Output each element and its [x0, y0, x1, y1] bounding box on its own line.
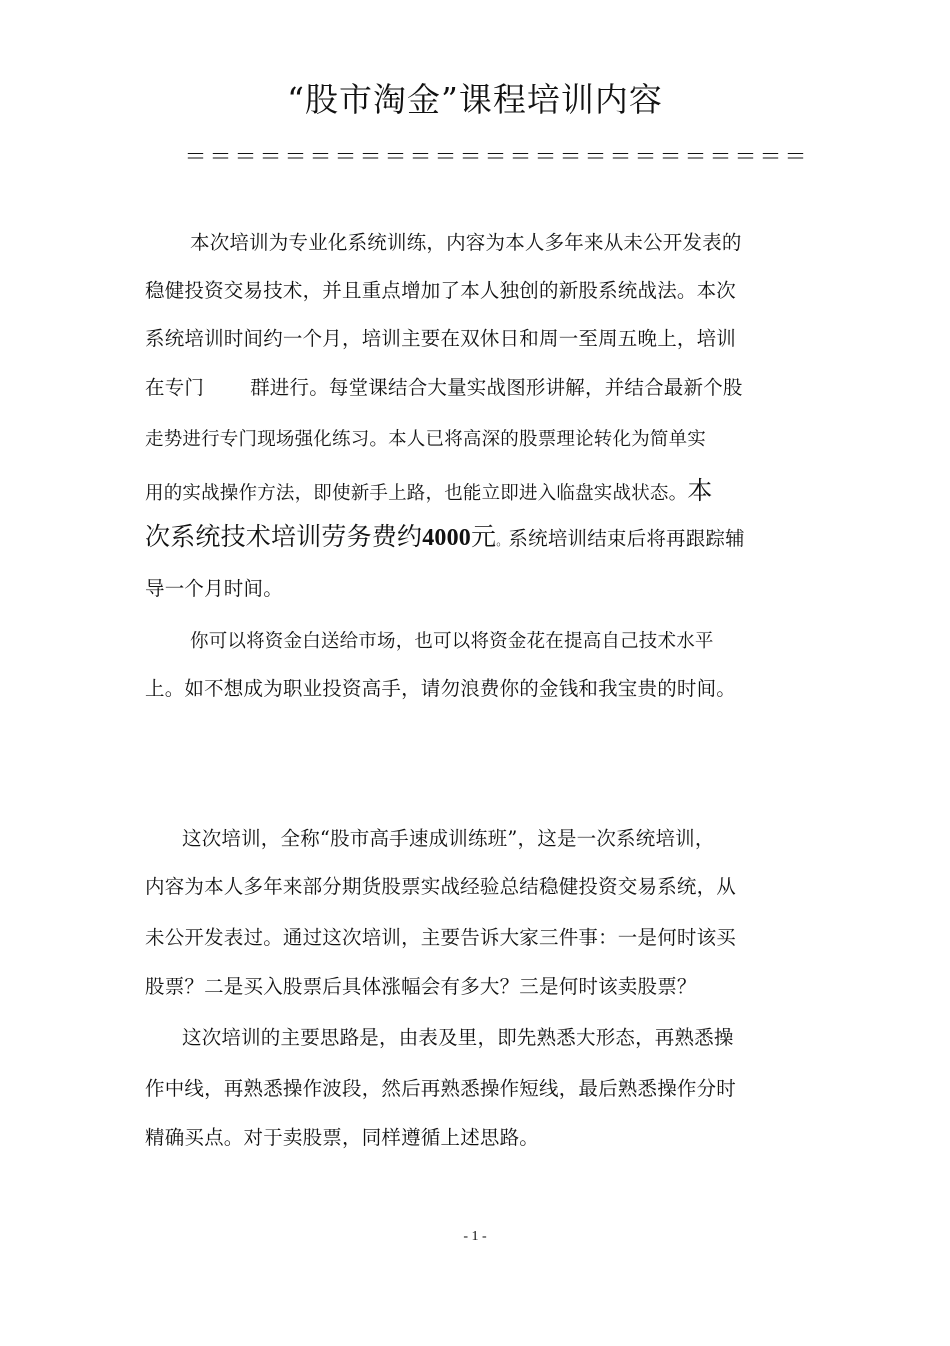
paragraph-3-line-3: 未公开发表过。通过这次培训，主要告诉大家三件事：一是何时该买: [145, 926, 737, 949]
paragraph-1-line-6-large-char: 本: [687, 476, 713, 505]
paragraph-4-line-1: 这次培训的主要思路是，由表及里，即先熟悉大形态，再熟悉操: [182, 1026, 734, 1049]
paragraph-1-line-6-text: 用的实战操作方法，即使新手上路，也能立即进入临盘实战状态。: [145, 483, 688, 504]
paragraph-1-line-7-rest: 系统培训结束后将再跟踪辅: [508, 527, 745, 550]
paragraph-1-line-7: [145, 520, 745, 558]
paragraph-1-line-2: 稳健投资交易技术，并且重点增加了本人独创的新股系统战法。本次: [145, 279, 737, 302]
paragraph-1-line-5: 走势进行专门现场强化练习。本人已将高深的股票理论转化为简单实: [145, 429, 707, 450]
paragraph-2-line-1: 你可以将资金白送给市场，也可以将资金花在提高自己技术水平: [190, 631, 714, 652]
paragraph-1-line-6: [145, 476, 713, 509]
fee-unit: 元: [471, 522, 497, 551]
paragraph-4-line-3: 精确买点。对于卖股票，同样遵循上述思路。: [145, 1126, 540, 1149]
paragraph-1-line-8: 导一个月时间。: [145, 577, 283, 600]
paragraph-1-line-3: 系统培训时间约一个月，培训主要在双休日和周一至周五晚上，培训: [145, 327, 737, 350]
paragraph-3-line-4: 股票？二是买入股票后具体涨幅会有多大？三是何时该卖股票？: [145, 975, 697, 998]
paragraph-4-line-2: 作中线，再熟悉操作波段，然后再熟悉操作短线，最后熟悉操作分时: [145, 1077, 737, 1100]
paragraph-1-line-4: [145, 373, 743, 403]
paragraph-1-line-1: 本次培训为专业化系统训练，内容为本人多年来从未公开发表的: [190, 231, 742, 254]
paragraph-1-line-4-part-1: 在专门: [145, 376, 205, 399]
fee-sentence: 次系统技术培训劳务费约: [145, 522, 423, 551]
page-number: - 1 -: [463, 1229, 487, 1244]
fee-amount: 4000: [422, 525, 472, 551]
title-divider: ＝＝＝＝＝＝＝＝＝＝＝＝＝＝＝＝＝＝＝＝＝＝＝＝＝: [184, 145, 810, 170]
paragraph-3-line-2: 内容为本人多年来部分期货股票实战经验总结稳健投资交易系统，从: [145, 875, 737, 898]
page-title: “股市淘金”课程培训内容: [287, 80, 663, 119]
paragraph-3-line-1: 这次培训，全称“股市高手速成训练班”，这是一次系统培训，: [182, 827, 715, 850]
paragraph-2-line-2: 上。如不想成为职业投资高手，请勿浪费你的金钱和我宝贵的时间。: [145, 677, 737, 700]
fee-period: 。: [496, 534, 509, 548]
paragraph-1-line-4-part-2: 群进行。每堂课结合大量实战图形讲解，并结合最新个股: [250, 376, 743, 399]
